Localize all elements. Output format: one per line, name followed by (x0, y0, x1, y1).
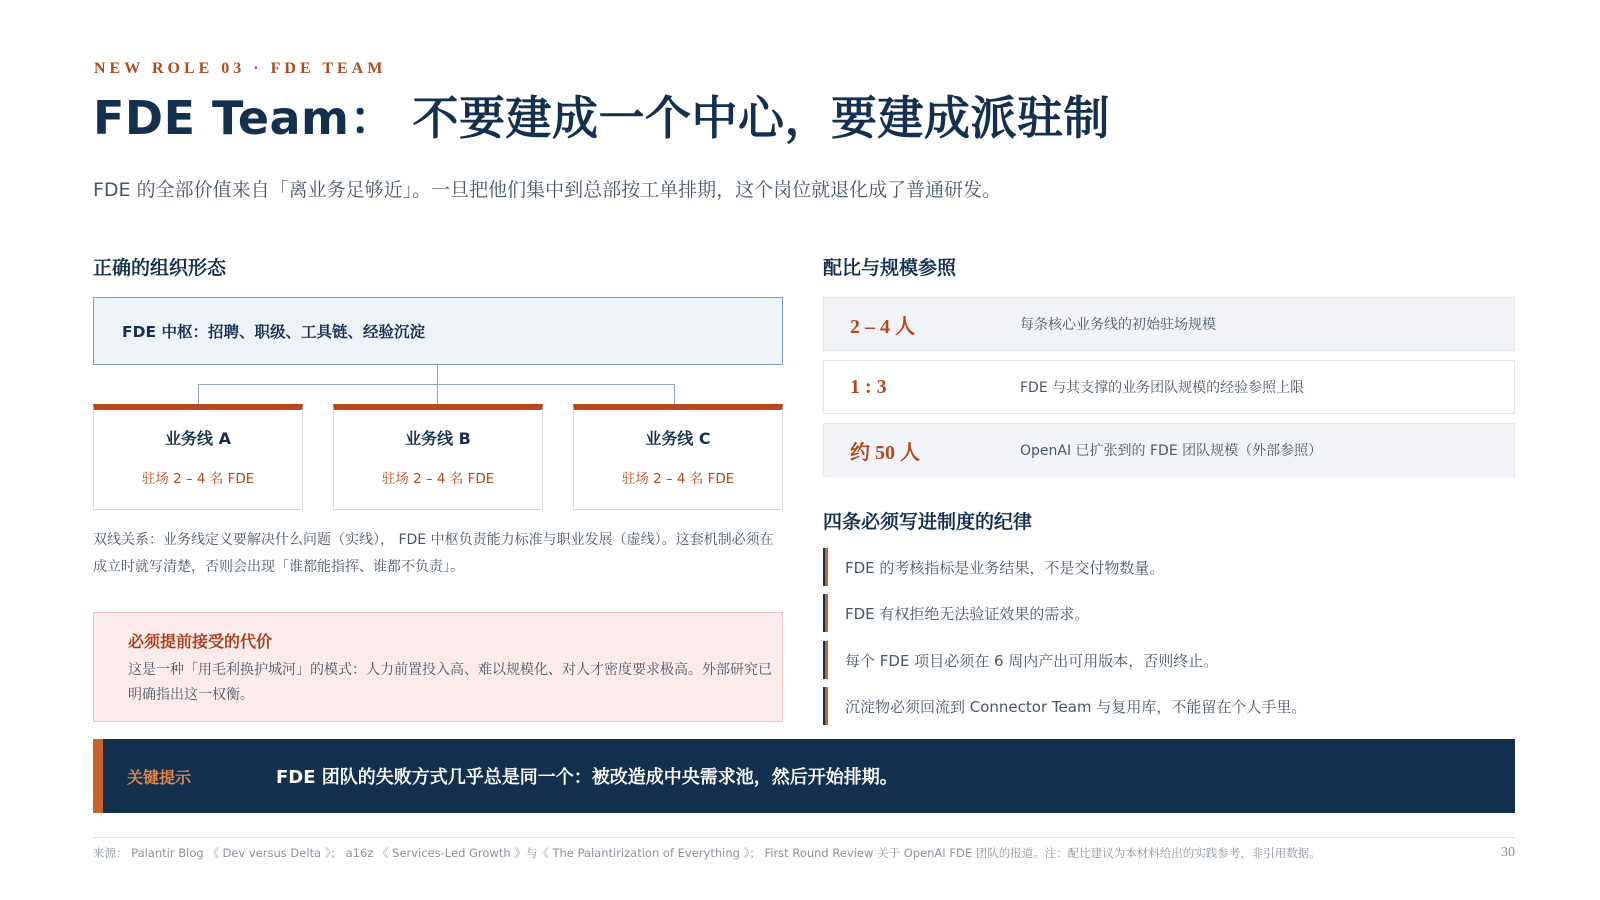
business-unit-staffing: 驻场 2 – 4 名 FDE (141, 471, 255, 487)
rule-text: FDE 有权拒绝无法验证效果的需求。 (845, 604, 1090, 623)
org-connector-c (674, 384, 675, 404)
ratio-value: 2 – 4 人 (850, 315, 915, 338)
business-unit-name: 业务线 C (645, 429, 711, 448)
ratio-description: 每条核心业务线的初始驻场规模 (1020, 317, 1216, 333)
page-title: FDE Team： 不要建成一个中心，要建成派驻制 (93, 91, 1110, 145)
cost-warning-title: 必须提前接受的代价 (128, 632, 273, 651)
ratio-description: OpenAI 已扩张到的 FDE 团队规模（外部参照） (1020, 443, 1323, 459)
callout-accent-bar (93, 739, 103, 813)
org-connector-bus (198, 384, 674, 385)
dual-line-note: 双线关系：业务线定义要解决什么问题（实线）， FDE 中枢负责能力标准与职业发展（虚线）。这套机制必须在成立时就写清楚，否则会出现「谁都能指挥、谁都不负责」。 (93, 532, 774, 575)
rule-text: 沉淀物必须回流到 Connector Team 与复用库，不能留在个人手里。 (845, 697, 1307, 716)
callout-text: FDE 团队的失败方式几乎总是同一个：被改造成中央需求池，然后开始排期。 (276, 767, 898, 788)
business-unit-card (93, 404, 303, 510)
org-connector-trunk (437, 365, 438, 405)
ratio-description: FDE 与其支撑的业务团队规模的经验参照上限 (1020, 380, 1305, 396)
ratio-section-heading: 配比与规模参照 (823, 257, 957, 279)
business-unit-card (573, 404, 783, 510)
key-takeaway-banner (93, 739, 1515, 813)
ratio-row (823, 360, 1515, 414)
rule-text: 每个 FDE 项目必须在 6 周内产出可用版本，否则终止。 (845, 651, 1219, 670)
fde-hub-box (93, 297, 783, 365)
ratio-value: 1 : 3 (850, 375, 887, 398)
source-citation: 来源： Palantir Blog 《 Dev versus Delta 》； a16z 《 Services-Led Growth 》与《 The Palantirization of Everything 》； First Round Review 关于 OpenAI FDE 团队的报道。注：配比建议为本材料给出的实践参考，非引用数据。 (93, 846, 1321, 860)
rule-item (823, 594, 1515, 632)
fde-hub-label: FDE 中枢：招聘、职级、工具链、经验沉淀 (122, 323, 425, 341)
rule-marker (823, 641, 828, 679)
ratio-row (823, 423, 1515, 477)
ratio-row (823, 297, 1515, 351)
page-number: 30 (1501, 845, 1515, 860)
rule-text: FDE 的考核指标是业务结果，不是交付物数量。 (845, 558, 1165, 577)
callout-label: 关键提示 (127, 767, 192, 787)
rule-item (823, 548, 1515, 586)
rule-marker (823, 687, 828, 725)
business-unit-card (333, 404, 543, 510)
page-subtitle: FDE 的全部价值来自「离业务足够近」。一旦把他们集中到总部按工单排期，这个岗位就退化成了普通研发。 (93, 179, 1002, 201)
eyebrow-label: NEW ROLE 03 · FDE TEAM (94, 60, 387, 77)
rule-marker (823, 594, 828, 632)
cost-warning-text: 这是一种「用毛利换护城河」的模式：人力前置投入高、难以规模化、对人才密度要求极高。外部研究已明确指出这一权衡。 (128, 662, 772, 703)
rules-section-heading: 四条必须写进制度的纪律 (823, 511, 1033, 533)
rule-marker (823, 548, 828, 586)
rule-item (823, 641, 1515, 679)
org-connector-a (198, 384, 199, 404)
business-unit-name: 业务线 B (405, 429, 471, 448)
business-unit-name: 业务线 A (165, 429, 231, 448)
footer-divider (93, 837, 1515, 838)
business-unit-staffing: 驻场 2 – 4 名 FDE (381, 471, 495, 487)
rule-item (823, 687, 1515, 725)
cost-warning-box (93, 612, 783, 722)
ratio-value: 约 50 人 (850, 441, 920, 464)
org-section-heading: 正确的组织形态 (93, 257, 227, 279)
business-unit-staffing: 驻场 2 – 4 名 FDE (621, 471, 735, 487)
